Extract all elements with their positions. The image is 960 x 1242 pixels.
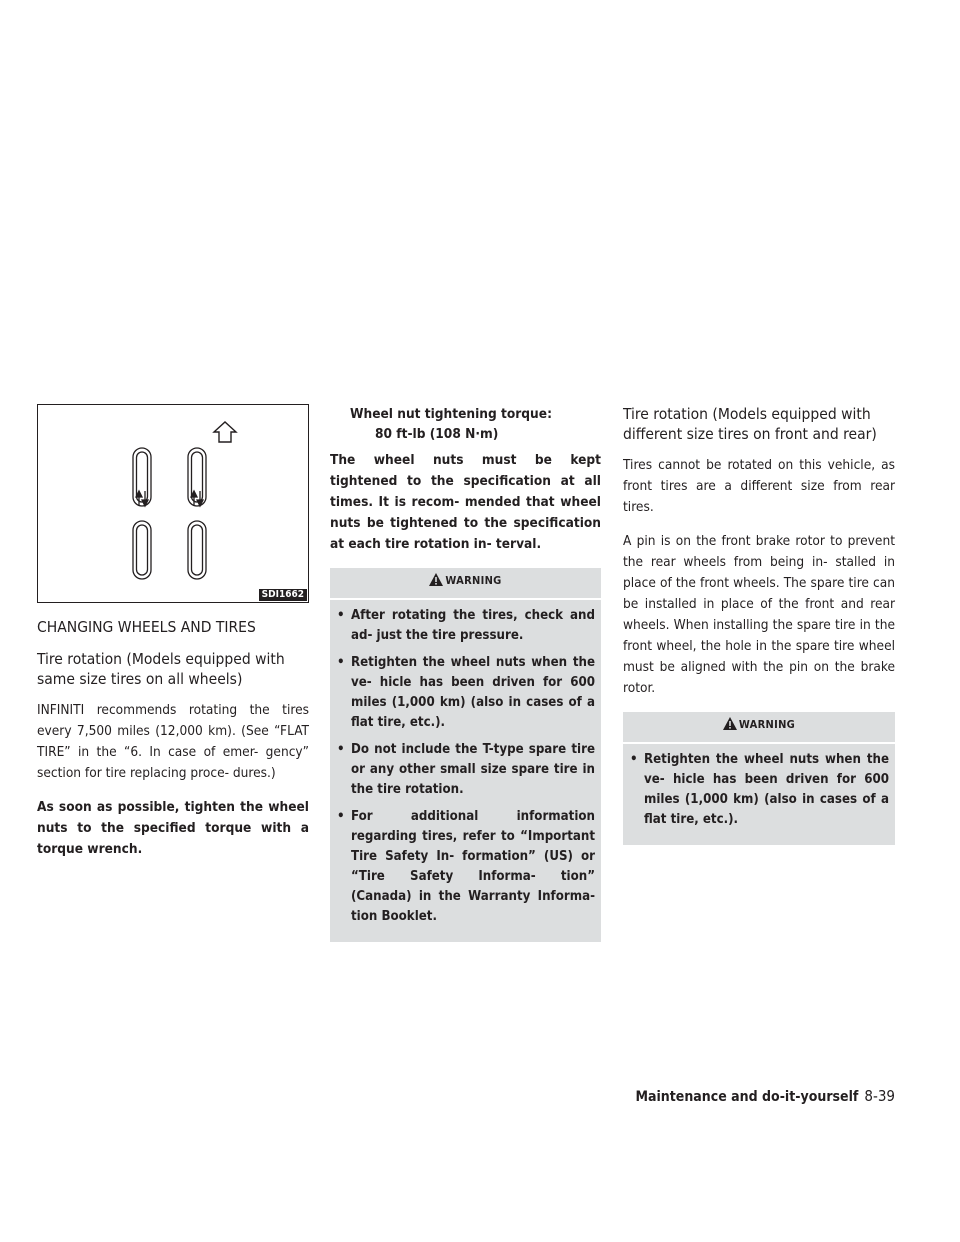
warning-item: • Retighten the wheel nuts when the ve- hicle has been driven for 600 miles (1,000 km) (also in cases of a flat tire, etc.). [337, 655, 595, 730]
paragraph-tighten-wheel-nuts: As soon as possible, tighten the wheel nuts to the specified torque with a torque wrench. [37, 799, 309, 857]
torque-value: 80 ft-lb (108 N·m) [375, 426, 499, 442]
section-title: CHANGING WHEELS AND TIRES [37, 618, 256, 636]
torque-spec [330, 404, 601, 444]
figure-label: SDI1662 [259, 589, 307, 601]
torque-label: Wheel nut tightening torque: [350, 406, 552, 422]
tire-rear-left [133, 521, 151, 579]
warning-list [336, 606, 595, 927]
warning-title: WARNING [738, 718, 796, 731]
warning-header [623, 712, 895, 744]
column-left [37, 404, 309, 873]
paragraph-keep-tightened: The wheel nuts must be kept tightened to the specification at all times. It is recom- mended that wheel nuts be tightened to the specification at each tire rotation in- terval. [330, 452, 601, 552]
warning-triangle-icon [723, 717, 737, 736]
tire-rotation-figure [37, 404, 309, 603]
subtitle-different-size: Tire rotation (Models equipped with different size tires on front and rear) [623, 405, 877, 443]
page-footer [635, 1087, 895, 1105]
warning-item: • For additional information regarding tires, refer to “Important Tire Safety In- formation” (US) or “Tire Safety Informa- tion” (Canada) in the Warranty Informa- tion Booklet. [337, 809, 595, 924]
warning-box-rotation [330, 568, 601, 942]
tire-rear-right [188, 521, 206, 579]
subtitle-same-size: Tire rotation (Models equipped with same size tires on all wheels) [37, 650, 285, 688]
warning-item: • Retighten the wheel nuts when the ve- hicle has been driven for 600 miles (1,000 km) (also in cases of a flat tire, etc.). [630, 752, 889, 827]
paragraph-rotation-interval: INFINITI recommends rotating the tires every 7,500 miles (12,000 km). (See “FLAT TIRE” in the “6. In case of emer- gency” section for tire replacing proce- dures.) [37, 702, 309, 781]
swap-arrows-icon [136, 491, 203, 506]
warning-list [629, 750, 889, 830]
warning-item: • Do not include the T-type spare tire or any other small size spare tire in the tire rotation. [337, 742, 595, 797]
warning-triangle-icon [429, 573, 443, 592]
column-middle [330, 404, 601, 942]
warning-title: WARNING [445, 574, 502, 587]
footer-section: Maintenance and do-it-yourself [635, 1089, 859, 1105]
paragraph-brake-rotor-pin: A pin is on the front brake rotor to prevent the rear wheels from being in- stalled in place of the front wheels. The spare tire can be installed in place of the front and rear wheels. When installing the spare tire in the front wheel, the hole in the spare tire wheel must be aligned with the pin on the brake rotor. [623, 533, 895, 696]
page-number: 8-39 [864, 1087, 895, 1105]
tires [133, 448, 206, 579]
tire-rotation-diagram [38, 405, 308, 602]
front-direction-arrow-icon [214, 422, 236, 442]
warning-box-retighten [623, 712, 895, 845]
warning-header [330, 568, 601, 600]
paragraph-cannot-rotate: Tires cannot be rotated on this vehicle, as front tires are a different size from rear tires. [623, 457, 895, 515]
column-right [623, 404, 895, 845]
warning-item: • After rotating the tires, check and ad- just the tire pressure. [337, 608, 595, 643]
